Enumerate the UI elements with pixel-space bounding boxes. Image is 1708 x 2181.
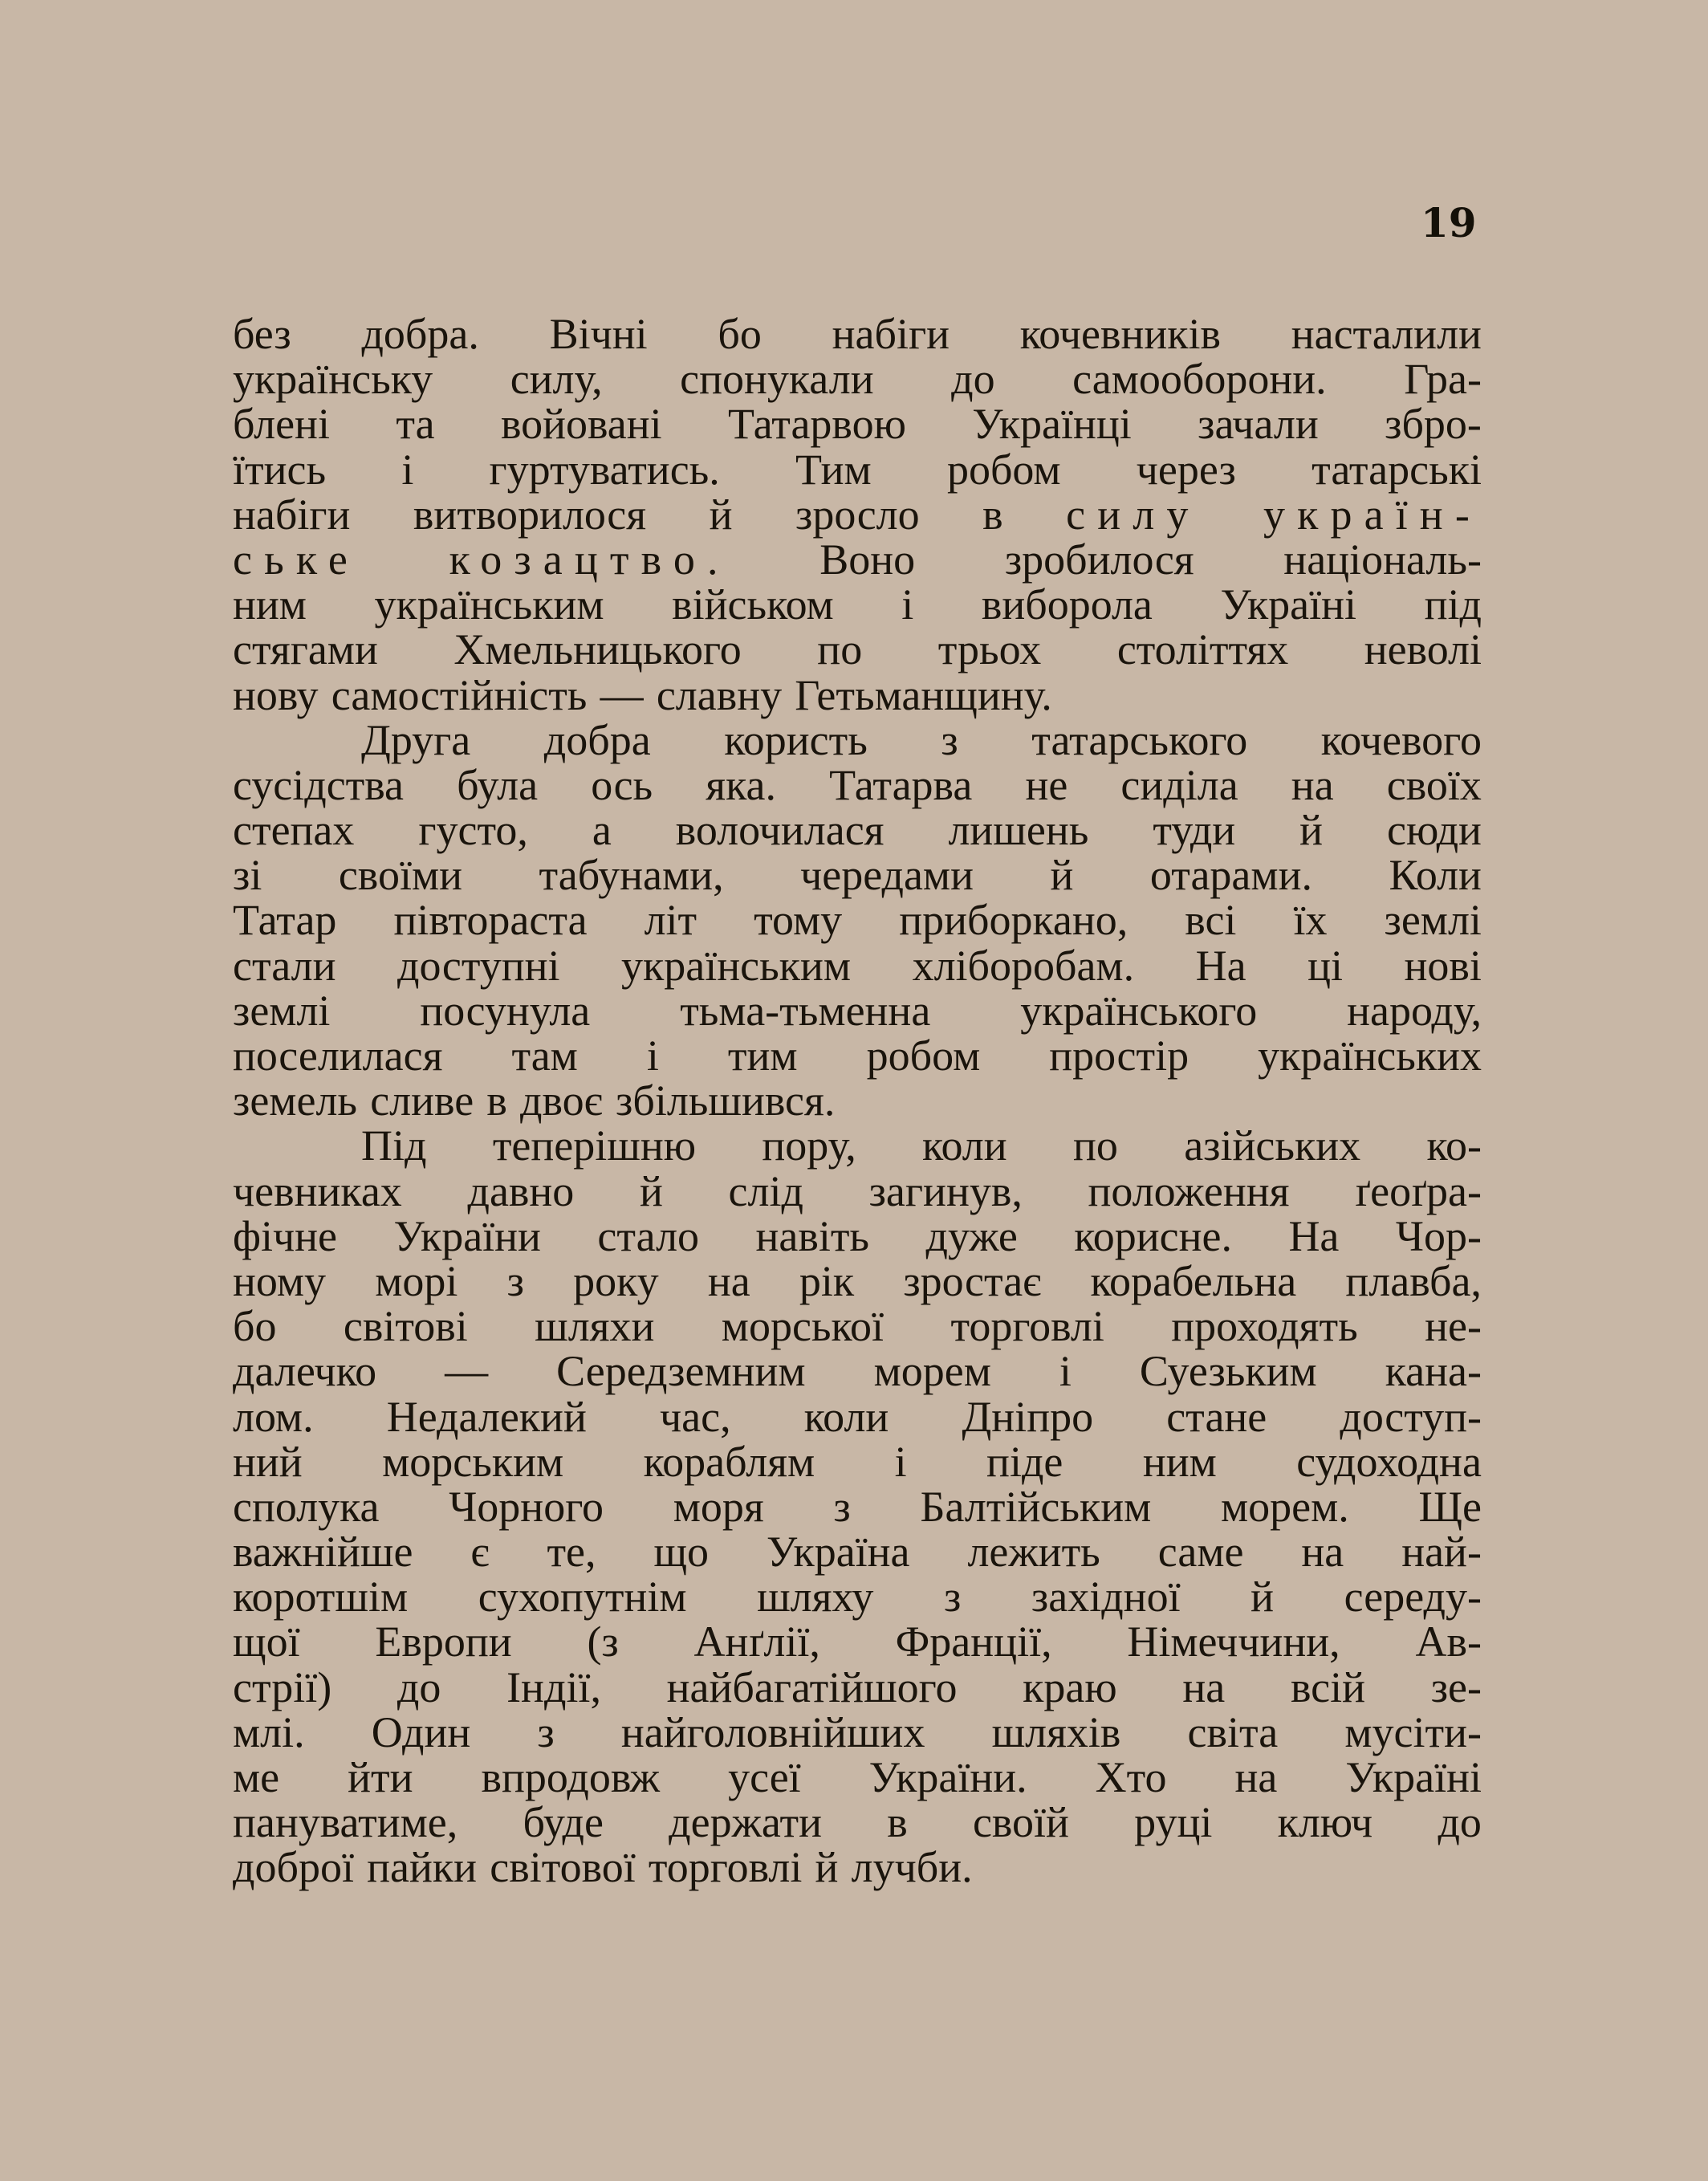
word: в	[486, 1076, 507, 1125]
word: стало	[597, 1211, 700, 1260]
word: лом.	[233, 1392, 314, 1441]
word: посунула	[420, 986, 591, 1035]
text-line	[233, 1845, 1482, 1890]
word: краю	[1023, 1662, 1117, 1711]
word: дуже	[925, 1211, 1018, 1260]
word: нові	[1404, 941, 1482, 990]
word: пануватиме,	[233, 1798, 458, 1847]
word: світа	[1187, 1707, 1279, 1756]
word: туди	[1153, 806, 1236, 855]
word: лишень	[948, 806, 1089, 855]
word: ці	[1307, 941, 1344, 990]
word: бо	[718, 310, 762, 358]
word: Татарвою	[728, 400, 906, 449]
word: України.	[868, 1753, 1027, 1801]
word: ному	[233, 1256, 327, 1305]
word: Воно	[819, 535, 916, 584]
word: приборкано,	[899, 896, 1128, 945]
word: і	[646, 1031, 659, 1080]
word: на	[1301, 1528, 1344, 1577]
word: руці	[1134, 1798, 1213, 1847]
word: кораблям	[643, 1437, 815, 1486]
word: торговлі	[950, 1302, 1104, 1351]
text-line	[233, 400, 1482, 449]
word: Україні	[1220, 580, 1357, 629]
word: найбагатійшого	[666, 1662, 958, 1711]
word: кана-	[1385, 1347, 1482, 1396]
word: набіги	[233, 490, 351, 539]
text-line	[233, 1349, 1482, 1394]
word: піде	[986, 1437, 1063, 1486]
word: отарами.	[1149, 851, 1312, 900]
word: положення	[1088, 1166, 1290, 1215]
word: спонукали	[680, 355, 874, 404]
word: західної	[1031, 1573, 1181, 1622]
word: далечко	[233, 1347, 377, 1396]
word: азійських	[1184, 1121, 1361, 1170]
word: Друга	[361, 715, 471, 764]
word: і	[901, 580, 914, 629]
word: Анґлії,	[693, 1617, 820, 1666]
word: слід	[728, 1166, 803, 1215]
text-line	[233, 447, 1482, 492]
word: є	[470, 1528, 490, 1577]
word: зросло	[795, 490, 920, 539]
word: на	[1291, 760, 1334, 809]
word: ним	[233, 580, 307, 629]
text-line	[233, 1619, 1482, 1664]
word: табунами,	[539, 851, 724, 900]
text-line	[233, 1484, 1482, 1529]
word: зробилося	[1004, 535, 1194, 584]
word: доброї	[233, 1843, 354, 1892]
word: судоходна	[1296, 1437, 1482, 1486]
word: Середземним	[556, 1347, 806, 1396]
word: Недалекий	[386, 1392, 587, 1441]
word: неволі	[1364, 625, 1482, 674]
text-line	[233, 1256, 1482, 1305]
text-line	[233, 896, 1482, 945]
word: зачали	[1198, 400, 1319, 449]
word: своїх	[1386, 760, 1482, 809]
word: збільшився.	[616, 1076, 836, 1125]
word: середу-	[1344, 1573, 1482, 1622]
word: зе-	[1430, 1662, 1482, 1711]
word: до	[951, 355, 995, 404]
word: хліборобам.	[912, 941, 1135, 990]
word: україн-	[1263, 490, 1482, 539]
word: ґеоґра-	[1355, 1166, 1482, 1215]
word: збро-	[1385, 400, 1482, 449]
word: пайки	[367, 1843, 478, 1892]
word: ме	[233, 1753, 280, 1801]
word: до	[396, 1662, 441, 1711]
word: з	[833, 1482, 851, 1531]
word: впродовж	[481, 1753, 661, 1801]
word: млі.	[233, 1707, 305, 1756]
word: витворилося	[413, 490, 647, 539]
text-line	[233, 760, 1482, 809]
word: добра	[543, 715, 651, 764]
word: насталили	[1291, 310, 1482, 358]
word: кочевого	[1320, 715, 1482, 764]
word: добра.	[361, 310, 479, 358]
word: трьох	[937, 625, 1042, 674]
word: з	[506, 1256, 524, 1305]
word: татарського	[1031, 715, 1248, 764]
word: сусідства	[233, 760, 405, 809]
text-line	[233, 1528, 1482, 1577]
text-line	[233, 670, 1482, 719]
word: їх	[1293, 896, 1328, 945]
word: через	[1136, 445, 1236, 494]
word: що	[653, 1528, 710, 1577]
word: фічне	[233, 1211, 338, 1260]
word: земель	[233, 1076, 358, 1125]
word: з	[941, 715, 958, 764]
text-line	[233, 1573, 1482, 1622]
word: корисне.	[1074, 1211, 1232, 1260]
text-line	[233, 1033, 1482, 1078]
word: століттях	[1116, 625, 1289, 674]
word: літ	[644, 896, 697, 945]
word: з	[537, 1707, 555, 1756]
word: року	[573, 1256, 659, 1305]
text-line	[233, 1394, 1482, 1439]
word: теперішню	[492, 1121, 697, 1170]
word: Чор-	[1395, 1211, 1482, 1260]
word: і	[1059, 1347, 1072, 1396]
word: густо,	[418, 806, 528, 855]
word: найголовнійших	[620, 1707, 925, 1756]
word: ключ	[1277, 1798, 1373, 1847]
word: робом	[866, 1031, 981, 1080]
word: Українці	[972, 400, 1132, 449]
word: українських	[1258, 1031, 1482, 1080]
text-line	[233, 1166, 1482, 1215]
word: Вічні	[549, 310, 648, 358]
word: навіть	[755, 1211, 870, 1260]
word: держати	[669, 1798, 822, 1847]
word: Франції,	[895, 1617, 1052, 1666]
word: морським	[382, 1437, 564, 1486]
text-line	[233, 537, 1482, 582]
word: коли	[922, 1121, 1007, 1170]
word: простір	[1049, 1031, 1190, 1080]
word: України	[393, 1211, 541, 1260]
word: Коли	[1389, 851, 1482, 900]
word: Хто	[1095, 1753, 1167, 1801]
word: українським	[374, 580, 604, 629]
word: своїми	[338, 851, 463, 900]
word: українського	[1020, 986, 1258, 1035]
text-line	[233, 311, 1482, 356]
word: плавба,	[1345, 1256, 1482, 1305]
word: Україна	[766, 1528, 910, 1577]
word: блені	[233, 400, 330, 449]
word: Балтійським	[920, 1482, 1152, 1531]
word: й	[1250, 1573, 1275, 1622]
text-line	[233, 1439, 1482, 1484]
word: лежить	[967, 1528, 1100, 1577]
word: проходять	[1171, 1302, 1358, 1351]
word: пору,	[762, 1121, 856, 1170]
word: стрії)	[233, 1662, 332, 1711]
word: морем.	[1220, 1482, 1349, 1531]
word: й	[639, 1166, 663, 1215]
word: Чорного	[449, 1482, 604, 1531]
text-line	[233, 1800, 1482, 1845]
word: з	[943, 1573, 962, 1622]
word: яка.	[706, 760, 777, 809]
word: Україні	[1345, 1753, 1482, 1801]
word: стали	[233, 941, 336, 990]
word: шляхів	[991, 1707, 1121, 1756]
word: Тим	[795, 445, 872, 494]
word: лучби.	[851, 1843, 973, 1892]
word: шляху	[757, 1573, 874, 1622]
word: двоє	[520, 1076, 603, 1125]
word: татарські	[1312, 445, 1482, 494]
word: най-	[1401, 1528, 1482, 1577]
word: зростає	[903, 1256, 1042, 1305]
word: Хмельницького	[453, 625, 742, 674]
word: Німеччини,	[1127, 1617, 1340, 1666]
word: корабельна	[1090, 1256, 1297, 1305]
word: своїй	[972, 1798, 1069, 1847]
word: ний	[233, 1437, 303, 1486]
word: ко-	[1426, 1121, 1482, 1170]
text-line	[233, 582, 1482, 627]
text-line	[233, 1304, 1482, 1349]
word: силу,	[510, 355, 603, 404]
word: степах	[233, 806, 355, 855]
word: волочилася	[675, 806, 885, 855]
text-line	[233, 715, 1482, 764]
word: морем	[873, 1347, 991, 1396]
word: сюди	[1387, 806, 1482, 855]
text-line	[233, 627, 1482, 672]
word: українську	[233, 355, 433, 404]
word: півтораста	[393, 896, 588, 945]
word: сполука	[233, 1482, 380, 1531]
word: тим	[727, 1031, 798, 1080]
word: на	[1182, 1662, 1226, 1711]
word: щої	[233, 1617, 300, 1666]
word: виборола	[981, 580, 1153, 629]
word: користь	[724, 715, 868, 764]
word: чередами	[800, 851, 974, 900]
text-line	[233, 1707, 1482, 1756]
word: всій	[1290, 1662, 1365, 1711]
text-line	[233, 492, 1482, 537]
word: Татарва	[829, 760, 973, 809]
text-line	[233, 1211, 1482, 1260]
word: військом	[672, 580, 834, 629]
word: Европи	[375, 1617, 512, 1666]
word: на	[707, 1256, 750, 1305]
word: по	[817, 625, 863, 674]
word: набіги	[832, 310, 950, 358]
word: Гетьманщину.	[795, 670, 1052, 719]
word: Дніпро	[962, 1392, 1094, 1441]
word: світові	[343, 1302, 468, 1351]
word: національ-	[1283, 535, 1482, 584]
word: та	[396, 400, 435, 449]
word: й	[1050, 851, 1074, 900]
word: —	[445, 1347, 489, 1396]
word: Суезьким	[1139, 1347, 1317, 1396]
word: морської	[721, 1302, 885, 1351]
word: землі	[233, 986, 331, 1035]
word: самостійність	[331, 670, 588, 719]
word: час,	[659, 1392, 731, 1441]
word: саме	[1157, 1528, 1244, 1577]
word: кочевників	[1019, 310, 1221, 358]
word: морі	[375, 1256, 458, 1305]
word: не-	[1425, 1302, 1482, 1351]
word: тьма-тьменна	[680, 986, 931, 1035]
word: й	[815, 1843, 839, 1892]
word: йти	[348, 1753, 413, 1801]
word: тому	[754, 896, 843, 945]
word: торговлі	[648, 1843, 803, 1892]
word: козацтво.	[449, 535, 730, 584]
word: не	[1025, 760, 1068, 809]
word: Індії,	[506, 1662, 601, 1711]
word: усеї	[728, 1753, 801, 1801]
word: рік	[799, 1256, 855, 1305]
word: Під	[361, 1121, 427, 1170]
word: була	[457, 760, 539, 809]
word: самооборони.	[1072, 355, 1327, 404]
word: поселилася	[233, 1031, 443, 1080]
word: під	[1424, 580, 1482, 629]
body-text	[233, 311, 1482, 1890]
word: буде	[523, 1798, 604, 1847]
word: Ав-	[1415, 1617, 1482, 1666]
text-line	[233, 806, 1482, 855]
word: бо	[233, 1302, 277, 1351]
word: (з	[587, 1617, 619, 1666]
word: стане	[1166, 1392, 1267, 1441]
word: шляхи	[535, 1302, 655, 1351]
word: на	[1234, 1753, 1278, 1801]
word: доступні	[397, 941, 560, 990]
word: На	[1288, 1211, 1340, 1260]
text-line	[233, 943, 1482, 988]
word: гуртуватись.	[489, 445, 720, 494]
word: Татар	[233, 896, 337, 945]
word: коротшім	[233, 1573, 409, 1622]
word: важнійше	[233, 1528, 413, 1577]
word: мусіти-	[1344, 1707, 1482, 1756]
word: те,	[547, 1528, 596, 1577]
word: —	[600, 670, 644, 719]
word: робом	[946, 445, 1061, 494]
word: доступ-	[1340, 1392, 1482, 1441]
word: українським	[621, 941, 852, 990]
word: до	[1438, 1798, 1482, 1847]
text-line	[233, 355, 1482, 404]
text-line	[233, 1755, 1482, 1800]
word: без	[233, 310, 291, 358]
word: сливе	[370, 1076, 474, 1125]
word: а	[592, 806, 612, 855]
word: нову	[233, 670, 319, 719]
word: народу,	[1347, 986, 1482, 1035]
word: сухопутнім	[478, 1573, 687, 1622]
word: коли	[803, 1392, 889, 1441]
word: войовані	[500, 400, 662, 449]
word: Гра-	[1404, 355, 1482, 404]
word: і	[894, 1437, 907, 1486]
word: світової	[490, 1843, 636, 1892]
word: й	[709, 490, 733, 539]
word: Ще	[1418, 1482, 1482, 1531]
word: сиділа	[1120, 760, 1238, 809]
text-line	[233, 1123, 1482, 1168]
word: ось	[591, 760, 653, 809]
word: ське	[233, 535, 360, 584]
word: стягами	[233, 625, 378, 674]
word: На	[1195, 941, 1246, 990]
word: чевниках	[233, 1166, 402, 1215]
word: в	[887, 1798, 908, 1847]
text-line	[233, 988, 1482, 1033]
word: й	[1299, 806, 1324, 855]
word: їтись	[233, 445, 327, 494]
word: зі	[233, 851, 262, 900]
word: давно	[467, 1166, 575, 1215]
word: загинув,	[868, 1166, 1023, 1215]
word: і	[401, 445, 414, 494]
word: по	[1072, 1121, 1118, 1170]
word: там	[511, 1031, 578, 1080]
word: моря	[673, 1482, 764, 1531]
page-number: 19	[1421, 199, 1477, 246]
text-line	[233, 1078, 1482, 1123]
text-line	[233, 851, 1482, 900]
word: в	[982, 490, 1003, 539]
word: ним	[1142, 1437, 1217, 1486]
word: силу	[1066, 490, 1201, 539]
text-line	[233, 1662, 1482, 1711]
word: всі	[1185, 896, 1237, 945]
word: Один	[371, 1707, 471, 1756]
word: славну	[656, 670, 783, 719]
word: землі	[1384, 896, 1482, 945]
